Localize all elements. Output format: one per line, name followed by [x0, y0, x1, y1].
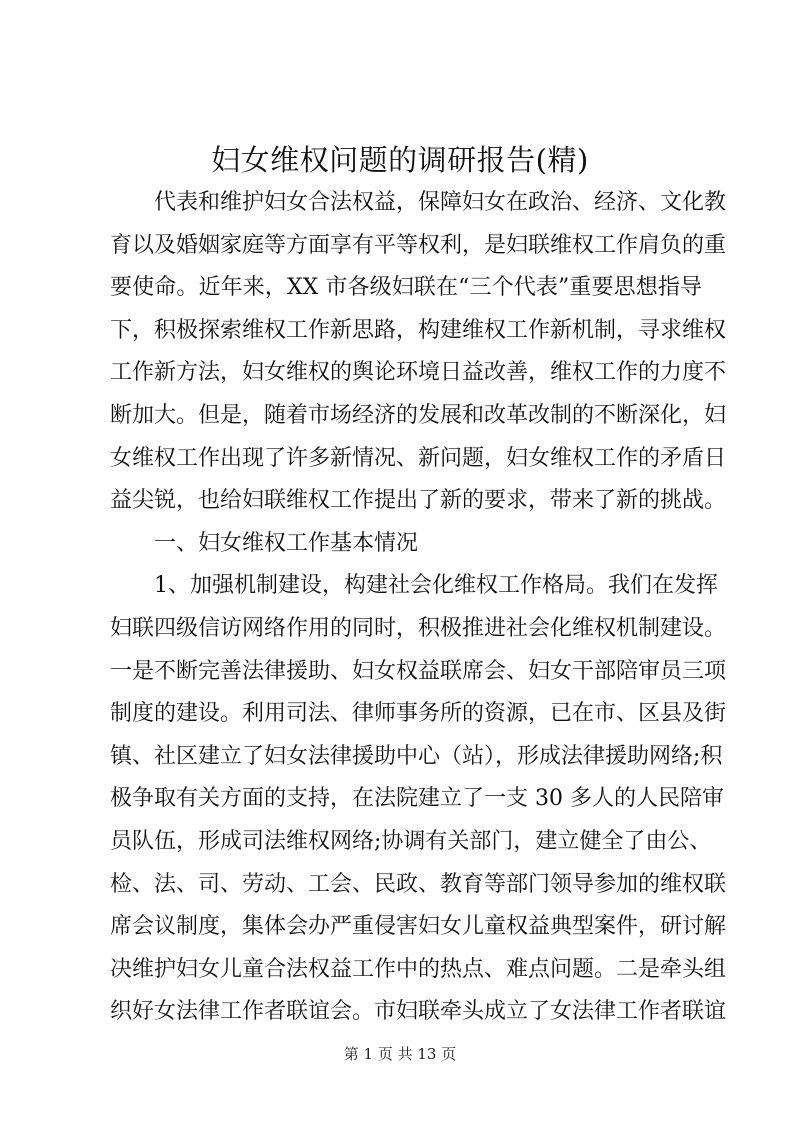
page-number-footer: 第 1 页 共 13 页 [343, 1045, 457, 1063]
paragraph-line: 益尖锐，也给妇联维权工作提出了新的要求，带来了新的挑战。 [110, 488, 727, 514]
document-title: 妇女维权问题的调研报告(精) [211, 143, 589, 177]
paragraph-line: 断加大。但是，随着市场经济的发展和改革改制的不断深化，妇 [110, 402, 727, 428]
paragraph-line: 妇联四级信访网络作用的同时，积极推进社会化维权机制建设。 [110, 615, 727, 641]
paragraph-line: 一是不断完善法律援助、妇女权益联席会、妇女干部陪审员三项 [110, 658, 727, 684]
paragraph-line: 极争取有关方面的支持，在法院建立了一支 30 多人的人民陪审 [110, 786, 724, 812]
paragraph-line: 1、加强机制建设，构建社会化维权工作格局。我们在发挥 [154, 573, 718, 599]
paragraph-line: 镇、社区建立了妇女法律援助中心（站），形成法律援助网络;积 [110, 743, 723, 769]
paragraph-line: 检、法、司、劳动、工会、民政、教育等部门领导参加的维权联 [110, 871, 727, 897]
paragraph-line: 女维权工作出现了许多新情况、新问题，妇女维权工作的矛盾日 [110, 445, 727, 471]
section-heading: 一、妇女维权工作基本情况 [154, 530, 419, 556]
paragraph-line: 工作新方法，妇女维权的舆论环境日益改善，维权工作的力度不 [110, 360, 727, 386]
paragraph-line: 席会议制度，集体会办严重侵害妇女儿童权益典型案件，研讨解 [110, 914, 727, 940]
paragraph-line: 要使命。近年来，XX 市各级妇联在“三个代表”重要思想指导 [110, 275, 702, 301]
paragraph-line: 下，积极探索维权工作新思路，构建维权工作新机制，寻求维权 [110, 317, 727, 343]
paragraph-line: 员队伍，形成司法维权网络;协调有关部门，建立健全了由公、 [110, 828, 712, 854]
paragraph-line: 育以及婚姻家庭等方面享有平等权利，是妇联维权工作肩负的重 [110, 232, 727, 258]
paragraph-line: 织好女法律工作者联谊会。市妇联牵头成立了女法律工作者联谊 [110, 999, 727, 1025]
paragraph-line: 决维护妇女儿童合法权益工作中的热点、难点问题。二是牵头组 [110, 956, 727, 982]
document-body [110, 182, 727, 1034]
paragraph-line: 代表和维护妇女合法权益，保障妇女在政治、经济、文化教 [154, 190, 727, 215]
paragraph-line: 制度的建设。利用司法、律师事务所的资源，已在市、区县及街 [110, 701, 727, 727]
